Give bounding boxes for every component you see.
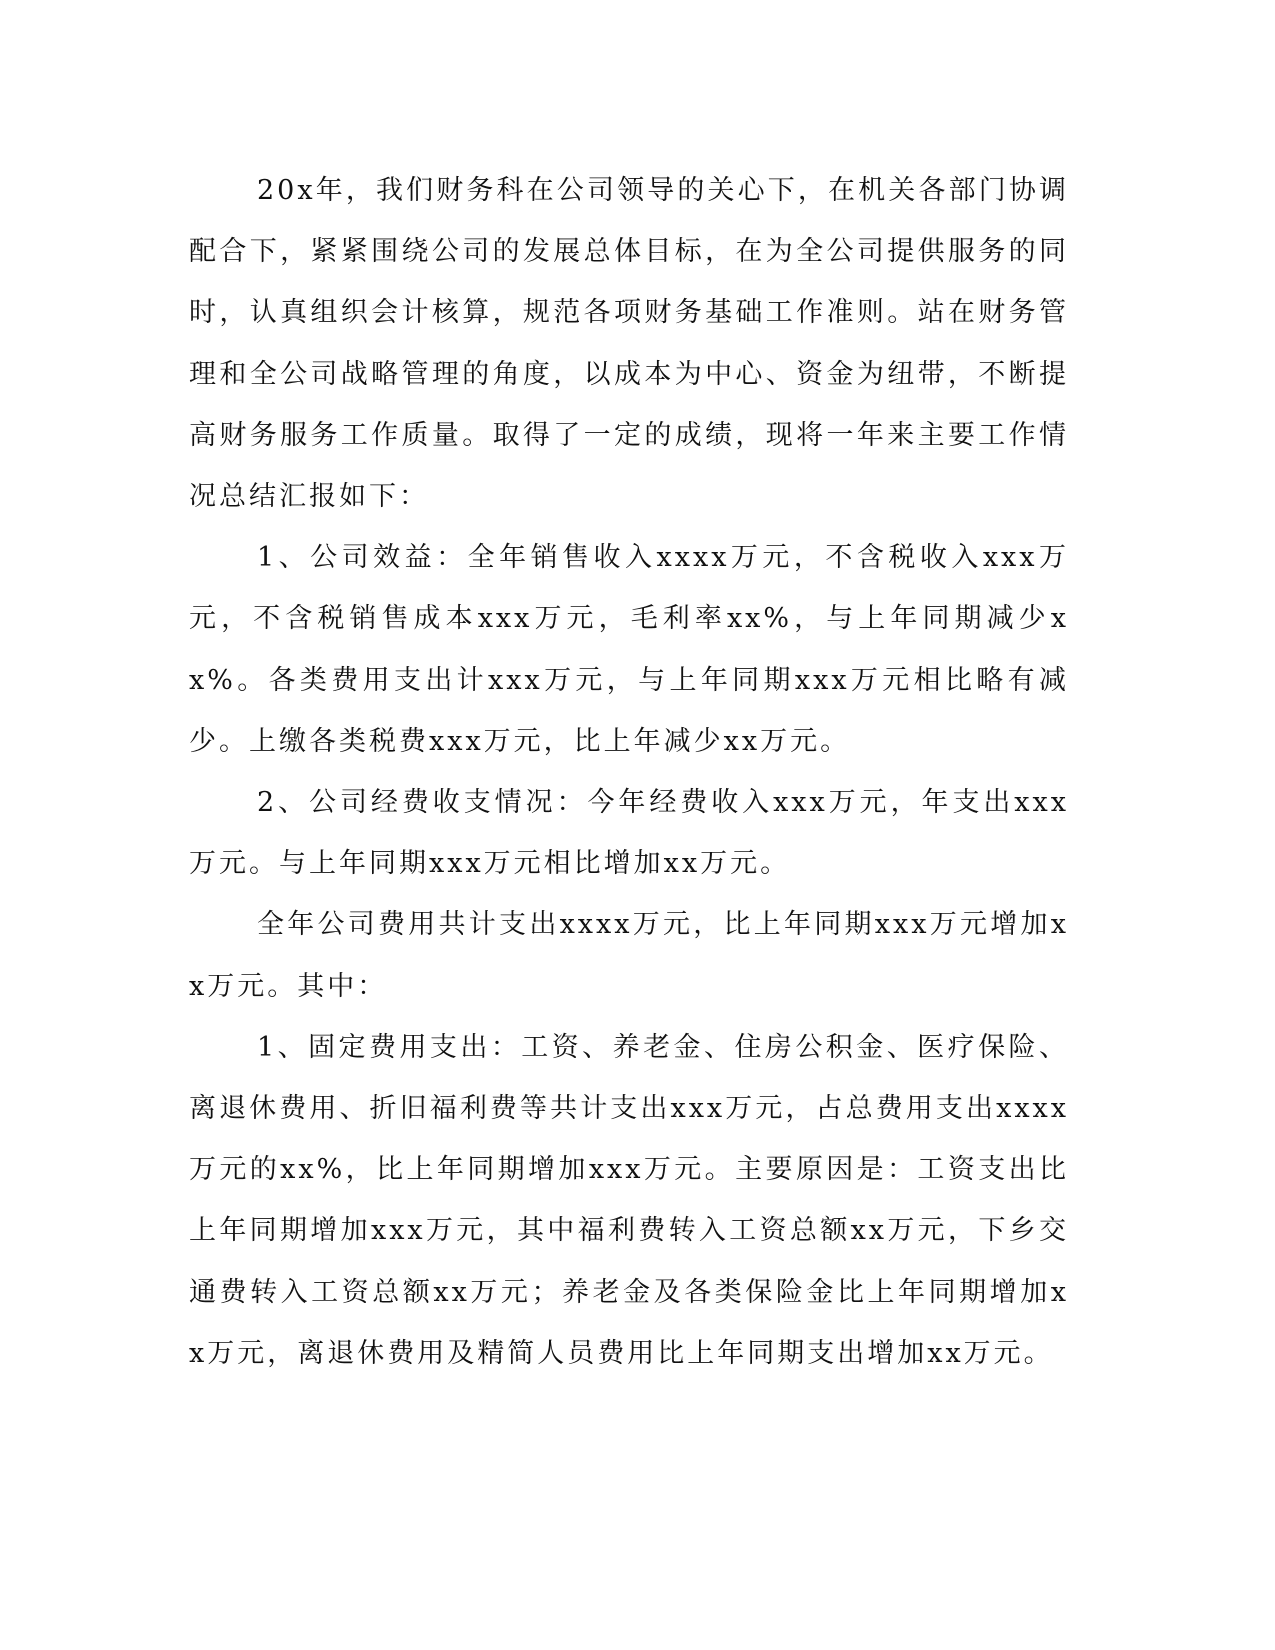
paragraph-funds-income-expense: 2、公司经费收支情况：今年经费收入xxx万元，年支出xxx万元。与上年同期xxx万元相比增加xx万元。 [189,787,1069,880]
paragraph-fixed-expenses: 1、固定费用支出：工资、养老金、住房公积金、医疗保险、离退休费用、折旧福利费等共计支出xxx万元，占总费用支出xxxx万元的xx%，比上年同期增加xxx万元。主要原因是：工资支出比上年同期增加xxx万元，其中福利费转入工资总额xx万元，下乡交通费转入工资总额xx万元；养老金及各类保险金比上年同期增加xx万元，离退休费用及精简人员费用比上年同期支出增加xx万元。 [189,1031,1069,1369]
paragraph-total-expenses: 全年公司费用共计支出xxxx万元，比上年同期xxx万元增加xx万元。其中： [189,909,1069,1002]
document-body [189,160,1069,1384]
paragraph-intro: 20x年，我们财务科在公司领导的关心下，在机关各部门协调配合下，紧紧围绕公司的发展总体目标，在为全公司提供服务的同时，认真组织会计核算，规范各项财务基础工作准则。站在财务管理和全公司战略管理的角度，以成本为中心、资金为纽带，不断提高财务服务工作质量。取得了一定的成绩，现将一年来主要工作情况总结汇报如下： [189,175,1069,513]
paragraph-company-benefit: 1、公司效益：全年销售收入xxxx万元，不含税收入xxx万元，不含税销售成本xxx万元，毛利率xx%，与上年同期减少xx%。各类费用支出计xxx万元，与上年同期xxx万元相比略有减少。上缴各类税费xxx万元，比上年减少xx万元。 [189,542,1069,757]
